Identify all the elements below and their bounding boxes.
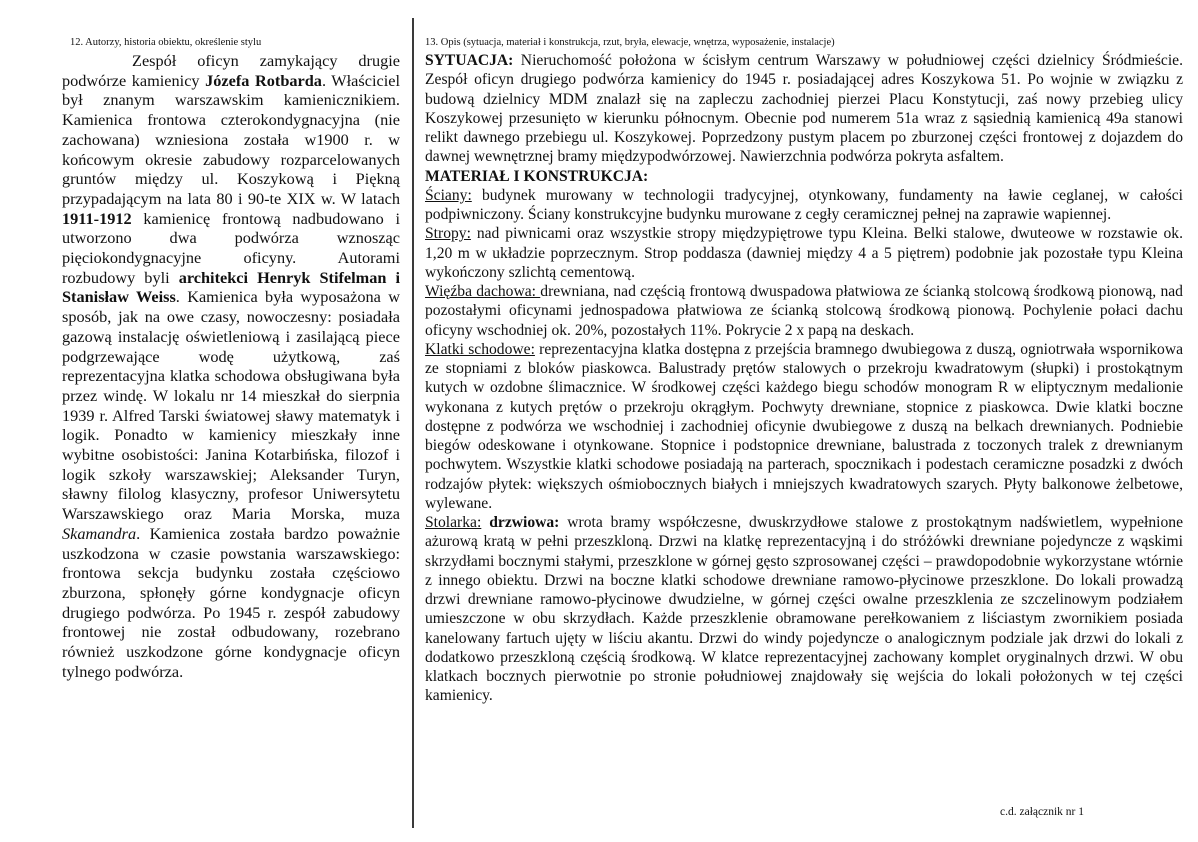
footer-note: c.d. załącznik nr 1: [1000, 806, 1084, 818]
column-divider: [412, 18, 414, 828]
text-segment: Stropy:: [425, 225, 471, 243]
text-segment: drewniana, nad częścią frontową dwuspadowa płatwiowa ze ścianką stolcową środkową pionową, nad pozostałymi oficynami jednospadowa płatwiowa ze ścianką stolcową środkową pionową. Pochylenie połaci dachu oficyny wschodniej ok. 20%, pozostałych 11%. Pokrycie 2 x papą na deskach.: [425, 283, 1183, 339]
description-paragraph: [425, 224, 1183, 282]
history-text: [62, 51, 400, 682]
text-segment: nad piwnicami oraz wszystkie stropy międzypiętrowe typu Kleina. Belki stalowe, dwuteowe w rozstawie ok. 1,20 m w układzie poprzecznym. Strop poddasza (dawniej między 4 a 5 piętrem) podobnie jak pozostałe typu Kleina wykończony szlichtą cementową.: [425, 225, 1183, 281]
text-segment: . Kamienica była wyposażona w sposób, jak na owe czasy, nowoczesny: posiadała gazową instalację oświetleniową i zasilającą piece podgrzewające wodę użytkową, zaś reprezentacyjna klatka schodowa obsługiwana była przez windę. W lokalu nr 14 mieszkał do sierpnia 1939 r. Alfred Tarski światowej sławy matematyk i logik. Ponadto w kamienicy mieszkały inne wybitne osobistości: Janina Kotarbińska, filozof i logik szkoły warszawskiej; Aleksander Turyn, sławny filolog klasyczny, profesor Uniwersytetu Warszawskiego oraz Maria Morska, muza: [62, 287, 400, 524]
text-segment: drzwiowa:: [489, 514, 560, 531]
text-segment: Nieruchomość położona w ścisłym centrum Warszawy w południowej części dzielnicy Śródmieście. Zespół oficyn drugiego podwórza kamienicy do 1945 r. posiadającej adres Koszykowa 51. Po wojnie w związku z budową dzielnicy MDM znalazł się na zapleczu zachodniej pierzei Placu Konstytucji, zaś nowy przebieg ulicy Koszykowej przesunięto w kierunku północnym. Obecnie pod numerem 51a wraz z sąsiednią kamienicą 49a stanowi relikt dawnego przebiegu ul. Koszykowej. Poprzedzony pustym placem po zburzonej części frontowej z dojazdem do dawnej wewnętrznej bramy międzypodwórzowej. Nawierzchnia podwórza pokryta asfaltem.: [425, 52, 1183, 166]
description-paragraph: [425, 186, 1183, 225]
right-column: [425, 36, 1183, 706]
text-segment: budynek murowany w technologii tradycyjnej, otynkowany, fundamenty na ławie ceglanej, w całości podpiwniczony. Ściany konstrukcyjne budynku murowane z cegły ceramicznej pełnej na zaprawie wapiennej.: [425, 186, 1183, 223]
text-segment: architekci Henryk Stifelman i Stanisław Weiss: [62, 267, 400, 307]
text-segment: . Właściciel był znanym warszawskim kamienicznikiem. Kamienica frontowa czterokondygnacyjna (nie zachowana) wzniesiona została w1900 r. w końcowym okresie zabudowy rozparcelowanych gruntów między ul. Koszykową i Piękną przypadającym na lata 80 i 90-te XIX w. W latach: [62, 70, 400, 208]
description-body: [425, 51, 1183, 706]
text-segment: 1911-1912: [62, 208, 132, 228]
text-segment: reprezentacyjna klatka dostępna z przejścia bramnego dwubiegowa z duszą, ogniotrwała wspornikowa ze stopniami z bloków piaskowca. Balustrady prętów stalowych o przekroju kwadratowym (słupki) i prostokątnym kutych w ozdobne ślimacznice. W środkowej części każdego biegu schodów monogram R w eliptycznym medalionie wykonana z kutych prętów o przekroju okrągłym. Pochwyty drewniane, stopnice z piaskowca. Dwie klatki boczne dostępne z podwórza we wschodniej i zachodniej oficynie dwubiegowe z duszą na belkach drewnianych. Podniebie biegów odeskowane i otynkowane. Stopnice i podstopnice drewniane, balustrada z toczonych tralek z drewnianym pochwytem. Wszystkie klatki schodowe posiadają na parterach, spocznikach i podestach ceramiczne posadzki z dwóch rodzajów płytek: większych ośmiobocznych białych i mniejszych kwadratowych szarych. Płyty balkonowe żelbetowe, wylewane.: [425, 340, 1183, 512]
text-segment: kamienicę frontową nadbudowano i utworzono dwa podwórza wznosząc pięciokondygnacyjne oficyny. Autorami rozbudowy byli: [62, 208, 400, 287]
text-segment: Ściany:: [425, 186, 472, 204]
text-segment: Stolarka:: [425, 514, 482, 531]
text-segment: SYTUACJA:: [425, 52, 514, 69]
situation-paragraph: [425, 51, 1183, 167]
material-heading: [425, 167, 1183, 186]
text-segment: Józefa Rotbarda: [205, 70, 322, 90]
left-column: [62, 36, 400, 682]
text-segment: MATERIAŁ I KONSTRUKCJA:: [425, 167, 649, 185]
text-segment: Więźba dachowa:: [425, 283, 541, 300]
text-segment: wrota bramy współczesne, dwuskrzydłowe stalowe z prostokątnym nadświetlem, wypełnione ażurową kratą w pełni przeszkloną. Drzwi na klatkę reprezentacyjną i do stróżówki drewniane pojedyncze z wąskimi skrzydłami bocznymi stałymi, przeszklone w górnej gęsto szprosowanej części – prawdopodobnie wykorzystane wtórnie z innego obiektu. Drzwi na boczne klatki schodowe drewniane ramowo-płycinowe przeszklone. Do lokali prowadzą drzwi drewniane ramowo-płycinowe dwudzielne, w górnej części owalne przeszklenia ze szczelinowym podziałem umieszczone w obu skrzydłach. Każde przeszklenie obramowane perełkowaniem z liściastym zwornikiem posiada kanelowany fartuch ujęty w liściu akantu. Drzwi do windy pojedyncze o analogicznym podziale jak drzwi do lokali z dodatkowo przeszkloną częścią środkową. W klatce reprezentacyjnej zachowany komplet oryginalnych drzwi. W obu klatkach bocznych pierwotnie po stronie południowej znajdowały się wejścia do lokali położonych w tej części kamienicy.: [425, 514, 1183, 705]
description-paragraph: [425, 340, 1183, 513]
section-12-header: 12. Autorzy, historia obiektu, określenie stylu: [70, 37, 262, 48]
section-13-header: 13. Opis (sytuacja, materiał i konstrukcja, rzut, bryła, elewacje, wnętrza, wyposażenie, instalacje): [425, 37, 835, 48]
text-segment: Klatki schodowe:: [425, 340, 535, 358]
description-paragraph: [425, 513, 1183, 706]
text-segment: Zespół oficyn zamykający drugie podwórze kamienicy: [62, 51, 400, 90]
text-segment: . Kamienica została bardzo poważnie uszkodzona w czasie powstania warszawskiego: frontowa sekcja budynku została częściowo zburzona, spłonęły górne kondygnacje oficyn drugiego podwórza. Po 1945 r. zespół zabudowy frontowej nie został odbudowany, rozebrano również uszkodzone górne kondygnacje oficyn tylnego podwórza.: [62, 523, 400, 681]
description-paragraph: [425, 282, 1183, 340]
text-segment: Skamandra: [62, 523, 137, 543]
